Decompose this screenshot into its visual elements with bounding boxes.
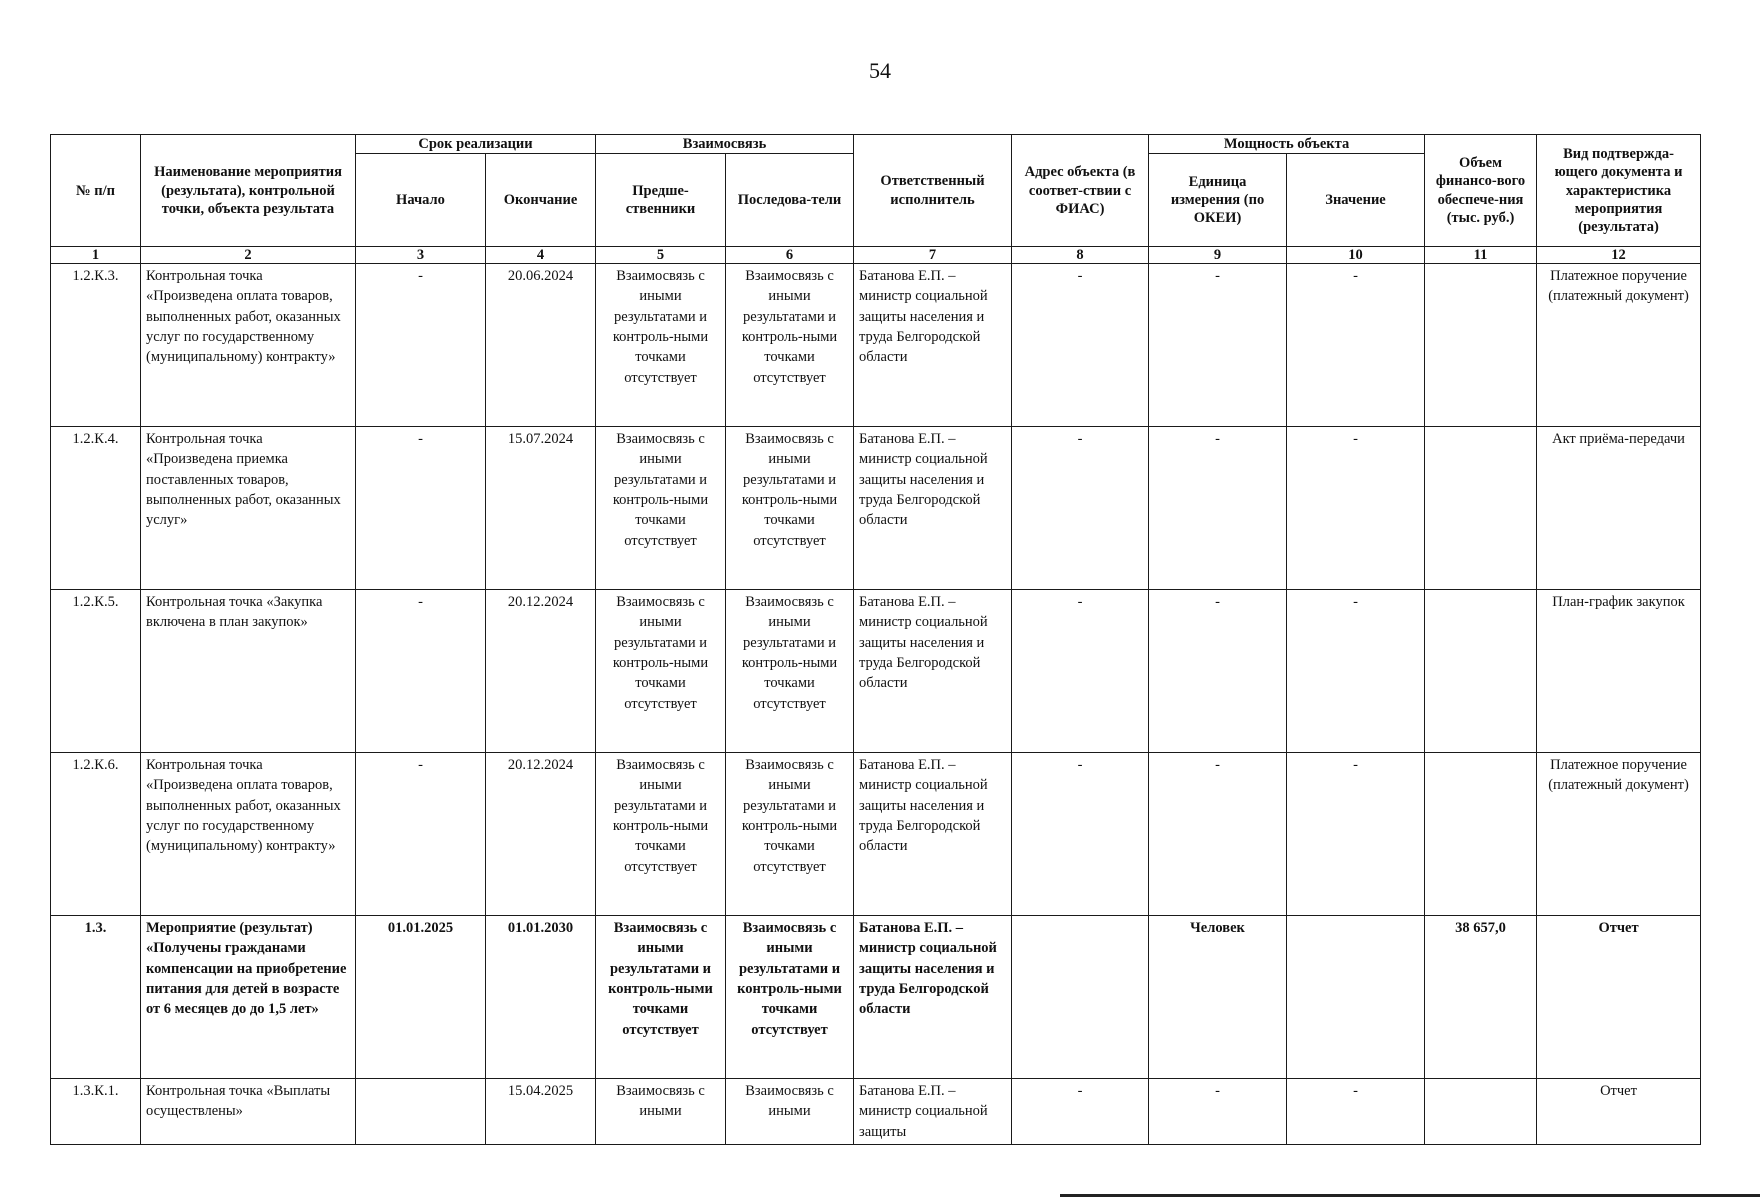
table-row [51,753,1701,916]
cell-value [1287,916,1425,1079]
header-srok: Срок реализации [356,135,596,154]
col-number: 7 [854,247,1012,264]
cell-num: 1.2.К.4. [51,427,141,590]
cell-num: 1.3. [51,916,141,1079]
cell-resp: Батанова Е.П. – министр социальной защиты населения и труда Белгородской области [854,590,1012,753]
cell-name: Контрольная точка «Произведена приемка поставленных товаров, выполненных работ, оказанных услуг» [141,427,356,590]
cell-name: Мероприятие (результат) «Получены гражданами компенсации на приобретение питания для детей в возрасте от 6 месяцев до до 1,5 лет» [141,916,356,1079]
col-number: 12 [1537,247,1701,264]
cell-unit: Человек [1149,916,1287,1079]
cell-addr: - [1012,264,1149,427]
cell-fin [1425,427,1537,590]
cell-fin [1425,1079,1537,1145]
header-moshch: Мощность объекта [1149,135,1425,154]
cell-posl: Взаимосвязь с иными [726,1079,854,1145]
header-num: № п/п [51,135,141,247]
table-row [51,264,1701,427]
cell-doc: Платежное поручение (платежный документ) [1537,753,1701,916]
cell-pred: Взаимосвязь с иными результатами и контроль-ными точками отсутствует [596,916,726,1079]
cell-addr [1012,916,1149,1079]
cell-start: - [356,427,486,590]
header-unit: Единица измерения (по ОКЕИ) [1149,154,1287,247]
cell-posl: Взаимосвязь с иными результатами и контроль-ными точками отсутствует [726,753,854,916]
bottom-rule [1060,1194,1760,1197]
cell-posl: Взаимосвязь с иными результатами и контроль-ными точками отсутствует [726,916,854,1079]
cell-resp: Батанова Е.П. – министр социальной защиты населения и труда Белгородской области [854,264,1012,427]
header-end: Окончание [486,154,596,247]
cell-doc: Платежное поручение (платежный документ) [1537,264,1701,427]
header-pred: Предше-ственники [596,154,726,247]
cell-addr: - [1012,590,1149,753]
cell-name: Контрольная точка «Произведена оплата товаров, выполненных работ, оказанных услуг по государственному (муниципальному) контракту» [141,753,356,916]
cell-value: - [1287,753,1425,916]
col-number: 4 [486,247,596,264]
cell-posl: Взаимосвязь с иными результатами и контроль-ными точками отсутствует [726,427,854,590]
cell-pred: Взаимосвязь с иными результатами и контроль-ными точками отсутствует [596,264,726,427]
cell-addr: - [1012,753,1149,916]
cell-start [356,1079,486,1145]
col-number: 2 [141,247,356,264]
cell-value: - [1287,427,1425,590]
cell-end: 15.07.2024 [486,427,596,590]
cell-doc: Отчет [1537,916,1701,1079]
cell-fin [1425,753,1537,916]
header-vzaim: Взаимосвязь [596,135,854,154]
header-start: Начало [356,154,486,247]
cell-unit: - [1149,753,1287,916]
cell-doc: План-график закупок [1537,590,1701,753]
cell-start: - [356,264,486,427]
cell-posl: Взаимосвязь с иными результатами и контроль-ными точками отсутствует [726,264,854,427]
col-number: 1 [51,247,141,264]
header-value: Значение [1287,154,1425,247]
cell-value: - [1287,264,1425,427]
cell-unit: - [1149,264,1287,427]
header-fin: Объем финансо-вого обеспече-ния (тыс. руб.) [1425,135,1537,247]
cell-unit: - [1149,590,1287,753]
cell-unit: - [1149,427,1287,590]
col-number: 10 [1287,247,1425,264]
cell-value: - [1287,1079,1425,1145]
header-doc: Вид подтвержда-ющего документа и характеристика мероприятия (результата) [1537,135,1701,247]
cell-unit: - [1149,1079,1287,1145]
cell-end: 20.12.2024 [486,590,596,753]
cell-num: 1.2.К.5. [51,590,141,753]
cell-name: Контрольная точка «Выплаты осуществлены» [141,1079,356,1145]
cell-addr: - [1012,427,1149,590]
cell-resp: Батанова Е.П. – министр социальной защиты [854,1079,1012,1145]
cell-resp: Батанова Е.П. – министр социальной защиты населения и труда Белгородской области [854,753,1012,916]
page-number: 54 [869,58,891,83]
header-addr: Адрес объекта (в соответ-ствии с ФИАС) [1012,135,1149,247]
col-number: 3 [356,247,486,264]
cell-resp: Батанова Е.П. – министр социальной защиты населения и труда Белгородской области [854,916,1012,1079]
cell-start: - [356,753,486,916]
cell-fin: 38 657,0 [1425,916,1537,1079]
col-number: 8 [1012,247,1149,264]
header-row-top [51,135,1701,154]
cell-pred: Взаимосвязь с иными результатами и контроль-ными точками отсутствует [596,753,726,916]
table-row [51,916,1701,1079]
cell-addr: - [1012,1079,1149,1145]
col-number: 5 [596,247,726,264]
cell-pred: Взаимосвязь с иными результатами и контроль-ными точками отсутствует [596,590,726,753]
cell-fin [1425,264,1537,427]
cell-num: 1.2.К.3. [51,264,141,427]
cell-name: Контрольная точка «Закупка включена в план закупок» [141,590,356,753]
cell-end: 01.01.2030 [486,916,596,1079]
header-posl: Последова-тели [726,154,854,247]
cell-fin [1425,590,1537,753]
event-plan-table [50,134,1701,1145]
cell-end: 20.06.2024 [486,264,596,427]
column-number-row [51,247,1701,264]
table-row [51,427,1701,590]
table-row [51,590,1701,753]
cell-num: 1.3.К.1. [51,1079,141,1145]
cell-pred: Взаимосвязь с иными [596,1079,726,1145]
cell-doc: Акт приёма-передачи [1537,427,1701,590]
col-number: 6 [726,247,854,264]
header-resp: Ответственный исполнитель [854,135,1012,247]
cell-posl: Взаимосвязь с иными результатами и контроль-ными точками отсутствует [726,590,854,753]
col-number: 9 [1149,247,1287,264]
cell-num: 1.2.К.6. [51,753,141,916]
header-name: Наименование мероприятия (результата), контрольной точки, объекта результата [141,135,356,247]
table-row [51,1079,1701,1145]
cell-name: Контрольная точка «Произведена оплата товаров, выполненных работ, оказанных услуг по государственному (муниципальному) контракту» [141,264,356,427]
cell-end: 15.04.2025 [486,1079,596,1145]
cell-end: 20.12.2024 [486,753,596,916]
cell-resp: Батанова Е.П. – министр социальной защиты населения и труда Белгородской области [854,427,1012,590]
cell-start: - [356,590,486,753]
col-number: 11 [1425,247,1537,264]
cell-start: 01.01.2025 [356,916,486,1079]
cell-value: - [1287,590,1425,753]
cell-pred: Взаимосвязь с иными результатами и контроль-ными точками отсутствует [596,427,726,590]
cell-doc: Отчет [1537,1079,1701,1145]
